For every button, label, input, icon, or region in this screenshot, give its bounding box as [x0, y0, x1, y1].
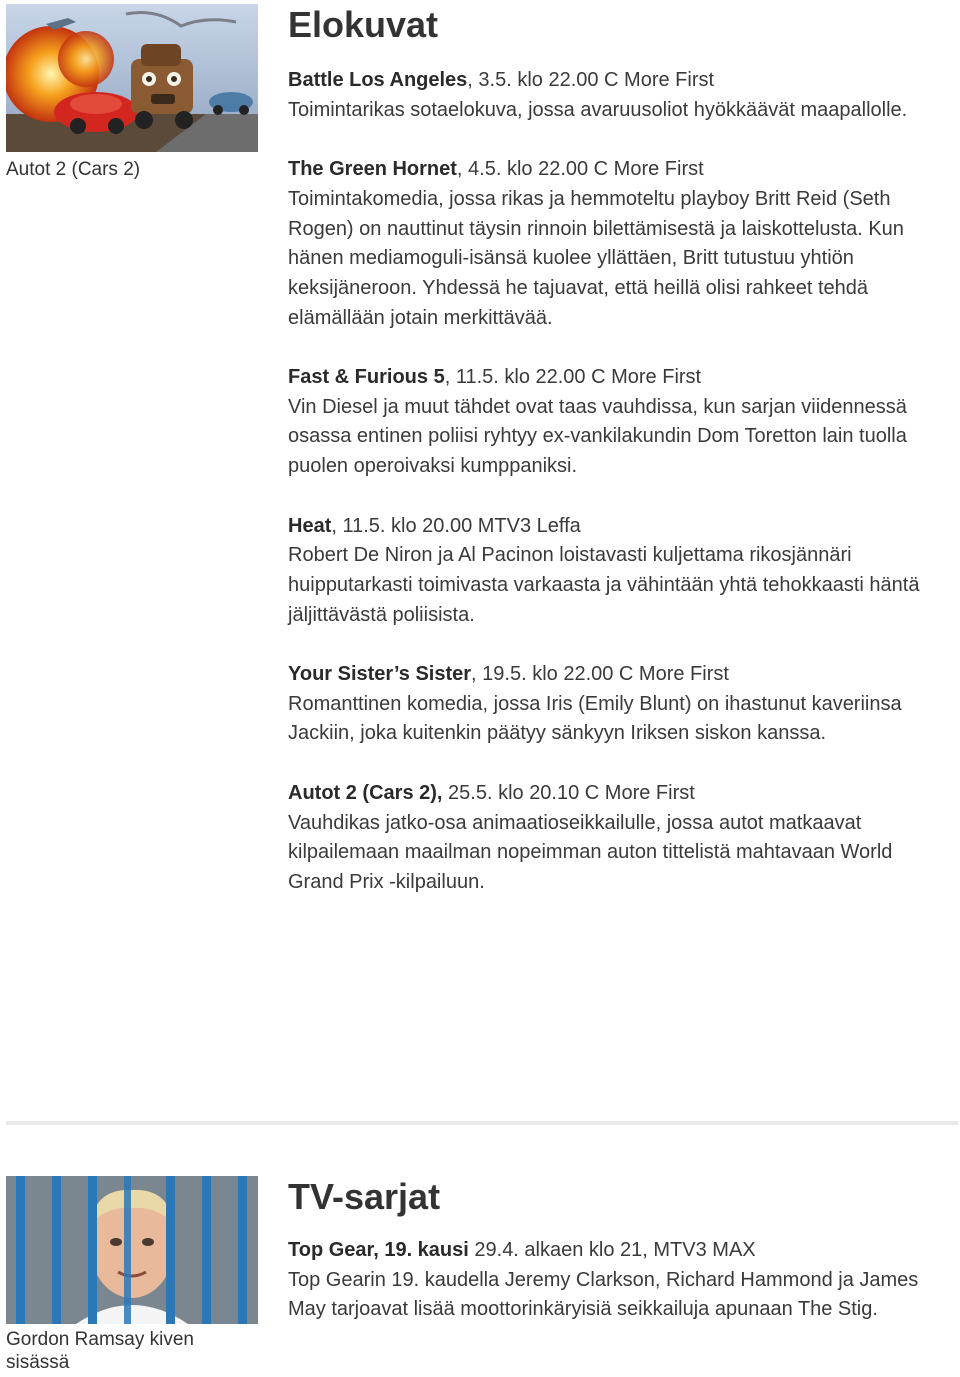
movies-image-caption: Autot 2 (Cars 2) [6, 159, 141, 180]
tv-main [288, 1174, 948, 1325]
movie-schedule: , 4.5. klo 22.00 C More First [456, 158, 704, 181]
gordon-ramsay-image [6, 1176, 258, 1324]
movie-entry-your-sisters-sister [288, 660, 948, 749]
movie-description: Toimintarikas sotaelokuva, jossa avaruusoliot hyökkäävät maapallolle. [288, 98, 908, 121]
movie-title: Battle Los Angeles [288, 69, 468, 91]
movie-schedule: , 3.5. klo 22.00 C More First [467, 69, 715, 91]
tv-section [0, 1170, 960, 1377]
movie-entry-autot-2 [288, 779, 948, 898]
tv-list [288, 1236, 948, 1325]
movie-schedule: , 19.5. klo 22.00 C More First [471, 663, 729, 685]
section-divider [6, 1121, 958, 1125]
movie-title: Heat [288, 514, 332, 537]
movie-entry-heat [288, 512, 948, 631]
tv-description: Top Gearin 19. kaudella Jeremy Clarkson, Richard Hammond ja James May tarjoavat lisää moottorinkäryisiä seikkailuja apunaan The Stig. [288, 1268, 919, 1321]
movie-entry-green-hornet [288, 155, 948, 333]
movie-entry-battle-los-angeles [288, 66, 948, 125]
movie-entry-fast-furious-5 [288, 363, 948, 482]
movies-heading: Elokuvat [288, 4, 439, 45]
movies-main [288, 2, 948, 898]
tv-entry-top-gear [288, 1236, 948, 1325]
movie-description: Romanttinen komedia, jossa Iris (Emily Blunt) on ihastunut kaveriinsa Jackiin, joka kuitenkin päätyy sänkyyn Iriksen siskon kanssa. [288, 692, 902, 745]
movie-description: Vin Diesel ja muut tähdet ovat taas vauhdissa, kun sarjan viidennessä osassa entinen poliisi ryhtyy ex-vankilakundin Dom Toretton lain tuolla puolen operoivaksi kumppaniksi. [288, 395, 907, 478]
movie-schedule: , 11.5. klo 22.00 C More First [444, 366, 702, 388]
movie-title: The Green Hornet [288, 158, 457, 181]
movies-sidebar [6, 4, 258, 181]
cars-2-movie-image [6, 4, 258, 152]
movie-schedule: , 11.5. klo 20.00 MTV3 Leffa [331, 514, 581, 537]
movie-description: Robert De Niron ja Al Pacinon loistavasti kuljettama rikosjännäri huipputarkasti toimivasta varkaasta ja vähintään yhtä tehokkaasti häntä jäljittävästä poliisista. [288, 544, 920, 626]
movie-title: Autot 2 (Cars 2), [288, 781, 443, 804]
movie-description: Vauhdikas jatko-osa animaatioseikkailulle, jossa autot matkaavat kilpailemaan maailman nopeimman auton tittelistä mahtavaan World Grand Prix -kilpailuun. [288, 811, 893, 893]
movie-title: Your Sister’s Sister [288, 663, 472, 685]
movies-list [288, 66, 948, 898]
tv-sidebar [6, 1176, 258, 1374]
tv-schedule: 29.4. alkaen klo 21, MTV3 MAX [468, 1239, 756, 1261]
tv-image-caption: Gordon Ramsay kiven sisässä [6, 1329, 194, 1373]
movie-schedule: 25.5. klo 20.10 C More First [442, 781, 695, 804]
tv-title: Top Gear, 19. kausi [288, 1239, 469, 1261]
tv-heading: TV-sarjat [288, 1176, 441, 1217]
movie-description: Toimintakomedia, jossa rikas ja hemmoteltu playboy Britt Reid (Seth Rogen) on nauttinut täysin rinnoin bilettämisestä ja laiskottelusta. Kun hänen mediamoguli-isänsä kuolee yllättäen, Britt tutustuu yhtiön keksijäneroon. Yhdessä he tajuavat, että heillä olisi rahkeet tehdä elämällään jotain merkittävää. [288, 187, 904, 329]
movie-title: Fast & Furious 5 [288, 366, 445, 388]
